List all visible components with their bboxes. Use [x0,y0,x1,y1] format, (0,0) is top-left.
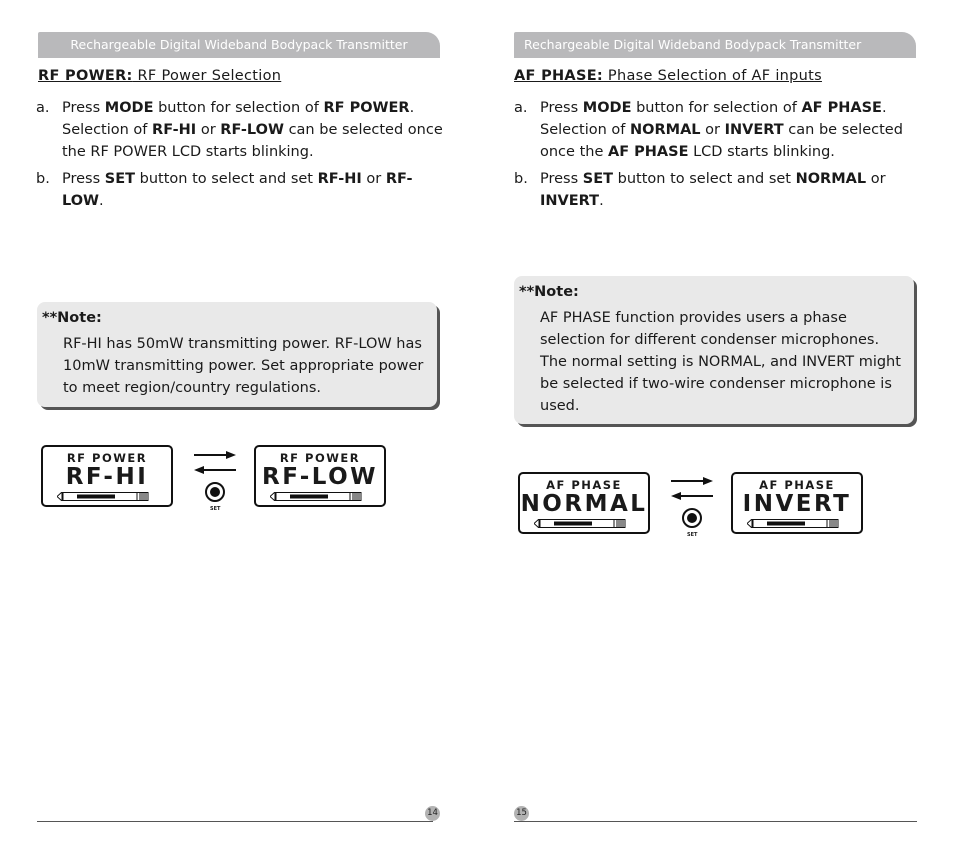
step-keyword: AF PHASE [607,144,689,160]
lcd-display-normal [518,472,650,534]
step-marker: b. [36,171,50,187]
note-box [514,276,914,424]
step-run: . [99,193,104,209]
step-marker: a. [514,100,528,116]
step-keyword: RF POWER [323,100,410,116]
step-run: or [700,122,725,138]
step-run: LCD starts blinking. [688,144,835,160]
step-run: . Selection of [540,100,887,138]
step-run: . [599,193,604,209]
lcd-value: RF-LOW [261,464,379,490]
step-keyword: INVERT [724,122,784,138]
lcd-value: RF-HI [65,464,149,490]
note-box [37,302,437,407]
note-title: **Note: [519,284,579,300]
step-run: or [361,171,386,187]
battery-meter-icon [534,519,626,528]
step-keyword: MODE [582,100,632,116]
instruction-step [36,97,446,163]
section-title-bold: RF POWER: [38,68,133,84]
step-keyword: RF-LOW [220,122,284,138]
section-title [514,68,822,84]
step-keyword: RF-HI [152,122,197,138]
step-keyword: INVERT [540,193,600,209]
battery-meter-icon [747,519,839,528]
lcd-label: AF PHASE [546,478,622,492]
page-right [477,0,954,849]
step-keyword: SET [582,171,614,187]
footer-rule [37,821,433,822]
switch-arrows-icon [192,450,238,510]
step-run: Press [62,171,105,187]
footer-rule [514,821,917,822]
page-number: 15 [514,806,529,821]
instruction-steps [514,97,924,217]
step-run: or [196,122,221,138]
set-label: SET [210,506,221,512]
step-keyword: RF-HI [317,171,362,187]
set-button-diagram [192,450,238,520]
page-header-banner [514,32,916,58]
step-run: button for selection of [631,100,802,116]
lcd-display-low [254,445,386,507]
page-header-banner [38,32,440,58]
note-body: AF PHASE function provides users a phase selection for different condenser microphones. The normal setting is NORMAL, and INVERT might be selected if two-wire condenser microphone is used. [540,310,901,414]
page-header-text: Rechargeable Digital Wideband Bodypack Transmitter [70,37,408,52]
note-title: **Note: [42,310,102,326]
battery-meter-icon [270,492,362,501]
lcd-label: RF POWER [66,451,148,465]
step-run: can be selected once the RF POWER LCD starts blinking. [62,122,443,160]
page-header-text: Rechargeable Digital Wideband Bodypack Transmitter [524,37,862,52]
instruction-step [36,168,446,212]
lcd-value: INVERT [742,491,852,517]
step-run: Press [540,171,583,187]
set-button-diagram [669,476,715,546]
step-text [62,97,446,163]
step-text [540,168,924,212]
step-keyword: NORMAL [630,122,701,138]
switch-arrows-icon [669,476,715,536]
step-run: can be selected once the [540,122,903,160]
note-body: RF-HI has 50mW transmitting power. RF-LOW has 10mW transmitting power. Set appropriate power to meet region/country regulations. [63,336,424,396]
instruction-steps [36,97,446,217]
step-keyword: RF-LOW [62,171,413,209]
step-marker: a. [36,100,50,116]
step-run: or [866,171,886,187]
instruction-step [514,168,924,212]
step-text [62,168,446,212]
section-title [38,68,281,84]
section-title-rest: RF Power Selection [132,68,282,84]
step-keyword: MODE [104,100,154,116]
step-text [540,97,924,163]
section-title-rest: Phase Selection of AF inputs [603,68,822,84]
step-run: . Selection of [62,100,415,138]
lcd-value: NORMAL [520,491,648,517]
step-keyword: AF PHASE [801,100,882,116]
step-run: Press [540,100,583,116]
step-marker: b. [514,171,528,187]
step-run: button to select and set [135,171,318,187]
section-title-bold: AF PHASE: [514,68,604,84]
lcd-label: AF PHASE [759,478,835,492]
step-run: button to select and set [613,171,796,187]
lcd-label: RF POWER [279,451,361,465]
step-keyword: NORMAL [795,171,867,187]
battery-meter-icon [57,492,149,501]
lcd-display-hi [41,445,173,507]
step-run: Press [62,100,105,116]
set-label: SET [687,532,698,538]
step-keyword: SET [104,171,136,187]
step-run: button for selection of [153,100,324,116]
lcd-display-invert [731,472,863,534]
instruction-step [514,97,924,163]
page-number: 14 [425,806,440,821]
